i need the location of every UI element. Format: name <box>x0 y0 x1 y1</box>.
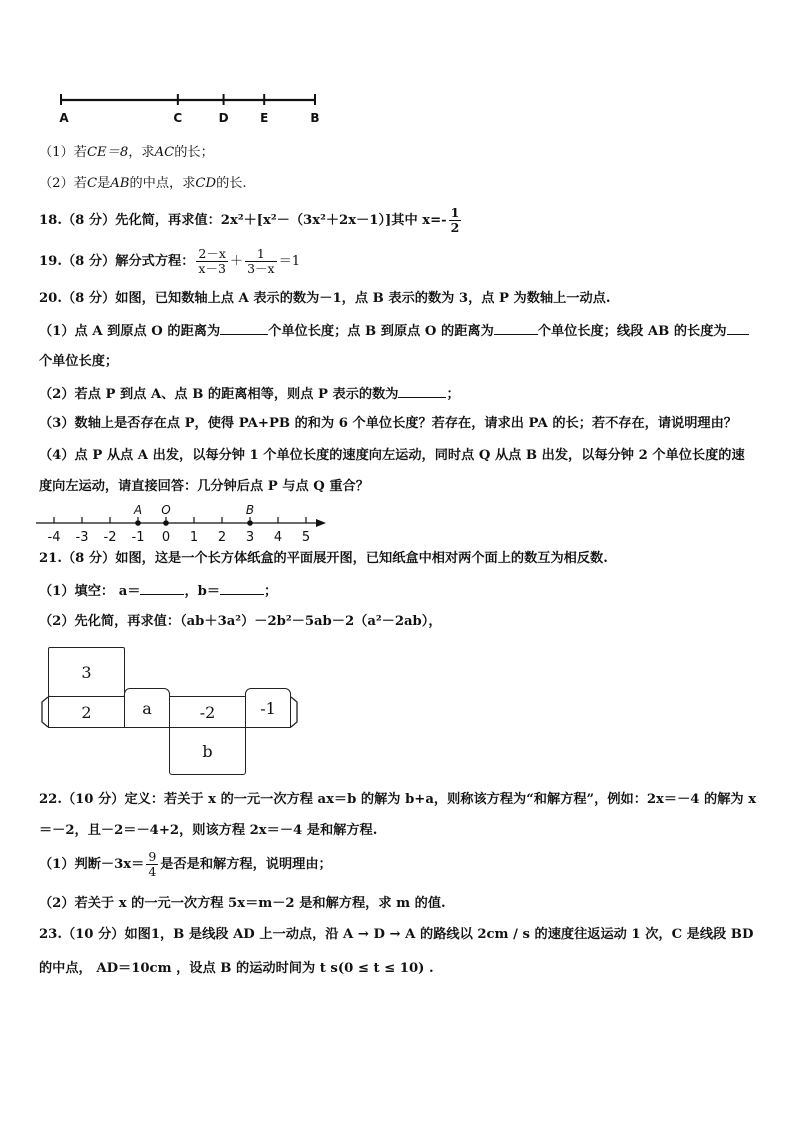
axis-tick-label: 0 <box>161 530 171 545</box>
axis-point-O <box>163 520 169 526</box>
segment-label-B: B <box>310 111 320 125</box>
axis-point-B <box>247 520 253 526</box>
q23-line-a: 23.（10 分）如图1，B 是线段 AD 上一动点，沿 A → D → A 的路线以 2cm / s 的速度往返运动 1 次，C 是线段 BD <box>39 927 754 942</box>
net-face-bottom: b <box>169 727 246 775</box>
segment-figure <box>55 88 330 128</box>
axis-tick-label: 1 <box>189 530 199 545</box>
segment-label-D: D <box>218 111 229 125</box>
axis-tick-label: -4 <box>47 530 61 545</box>
q20-part2: （2）若点 P 到点 A、点 B 的距离相等，则点 P 表示的数为 ； <box>39 387 460 402</box>
q19: 19.（8 分）解分式方程： $\frac{2-x}{x-3}$ ＋ $\frac{1}{3-x}$ ＝1 <box>39 246 301 276</box>
axis-point-label-B: B <box>245 503 255 517</box>
q22-part1: （1）判断－3x＝ $\frac{9}{4}$ 是否是和解方程，说明理由； <box>39 849 332 879</box>
net-face-a: a <box>124 688 170 728</box>
axis-tick-label: 5 <box>301 530 311 545</box>
axis-tick-label: -2 <box>103 530 117 545</box>
axis-tick-label: 4 <box>273 530 283 545</box>
net-face-m1: -1 <box>245 688 291 728</box>
q20-part3: （3）数轴上是否存在点 P，使得 PA+PB 的和为 6 个单位长度？若存在，请求出 PA 的长；若不存在，请说明理由？ <box>39 416 737 431</box>
q22-part2: （2）若关于 x 的一元一次方程 5x＝m－2 是和解方程，求 m 的值. <box>39 896 446 911</box>
q21-part1: （1）填空： a＝ ，b＝ ； <box>39 584 278 599</box>
q20-part1-cont: 个单位长度； <box>39 354 119 369</box>
q21-part2: （2）先化简，再求值：（ab＋3a²）－2b²－5ab－2（a²－2ab）， <box>39 614 442 629</box>
net-flaps <box>40 694 300 734</box>
axis-point-label-A: A <box>133 503 143 517</box>
axis-tick-label: 2 <box>217 530 227 545</box>
axis-point-label-O: O <box>161 503 171 517</box>
axis-tick-label: -3 <box>75 530 89 545</box>
net-face-top: 3 <box>48 647 125 697</box>
segment-label-E: E <box>260 111 269 125</box>
segment-label-A: A <box>59 111 69 125</box>
q20-part4b: 度向左运动，请直接回答：几分钟后点 P 与点 Q 重合？ <box>39 479 369 494</box>
q17-part1: （1）若CE＝8，求AC的长； <box>39 145 214 160</box>
q20-part1: （1）点 A 到原点 O 的距离为 个单位长度；点 B 到原点 O 的距离为 个单位长度；线段 AB 的长度为 <box>39 322 749 341</box>
axis-point-A <box>135 520 141 526</box>
q20-head: 20.（8 分）如图，已知数轴上点 A 表示的数为－1，点 B 表示的数为 3，点 P 为数轴上一动点. <box>39 291 611 306</box>
q21-head: 21.（8 分）如图，这是一个长方体纸盒的平面展开图，已知纸盒中相对两个面上的数互为相反数. <box>39 551 608 566</box>
segment-label-C: C <box>173 111 183 125</box>
number-axis <box>30 502 340 546</box>
axis-tick-label: 3 <box>245 530 255 545</box>
net-face-left: 2 <box>48 696 125 728</box>
q22-head-b: ＝－2，且－2＝－4+2，则该方程 2x＝－4 是和解方程. <box>39 823 378 838</box>
q17-part2: （2）若C是AB的中点，求CD的长. <box>39 176 247 191</box>
net-face-m2: -2 <box>169 696 246 728</box>
q22-head-a: 22.（10 分）定义：若关于 x 的一元一次方程 ax＝b 的解为 b+a，则称该方程为“和解方程”，例如：2x＝－4 的解为 x <box>39 792 757 807</box>
q18: 18.（8 分）先化简，再求值：2x²＋[x²－（3x²＋2x－1）]其中 x=- $\frac{1}{2}$ <box>39 205 460 235</box>
q23-line-b: 的中点， AD＝10cm ，设点 B 的运动时间为 t s(0 ≤ t ≤ 10) . <box>39 961 434 976</box>
q20-part4a: （4）点 P 从点 A 出发，以每分钟 1 个单位长度的速度向左运动，同时点 Q 从点 B 出发，以每分钟 2 个单位长度的速 <box>39 448 745 463</box>
axis-tick-label: -1 <box>131 530 145 545</box>
